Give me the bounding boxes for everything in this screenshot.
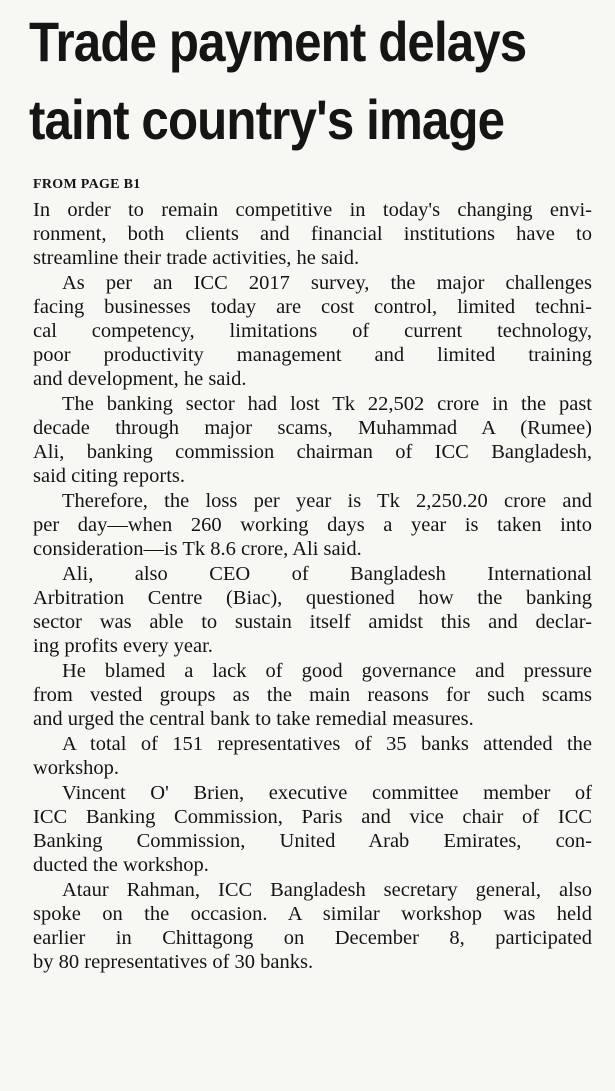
body-line: and development, he said. — [33, 368, 247, 390]
body-line: ronment, both clients and financial institutions have to — [33, 223, 592, 245]
body-line: ducted the workshop. — [33, 854, 209, 876]
body-line: per day—when 260 working days a year is taken into — [33, 514, 592, 536]
body-line: As per an ICC 2017 survey, the major challenges — [62, 272, 592, 294]
body-line: workshop. — [33, 757, 119, 779]
body-line: earlier in Chittagong on December 8, participated — [33, 927, 592, 949]
body-line: In order to remain competitive in today's changing envi- — [33, 199, 592, 221]
body-line: streamline their trade activities, he said. — [33, 247, 360, 269]
body-line: consideration—is Tk 8.6 crore, Ali said. — [33, 538, 362, 560]
body-line: facing businesses today are cost control, limited techni- — [33, 296, 592, 318]
body-line: ICC Banking Commission, Paris and vice chair of ICC — [33, 806, 592, 828]
body-line: Vincent O' Brien, executive committee member of — [62, 782, 592, 804]
body-line: and urged the central bank to take remedial measures. — [33, 708, 474, 730]
body-line: cal competency, limitations of current technology, — [33, 320, 592, 342]
body-line: sector was able to sustain itself amidst this and declar- — [33, 611, 592, 633]
body-line: Therefore, the loss per year is Tk 2,250.20 crore and — [62, 490, 592, 512]
from-page-label: FROM PAGE B1 — [33, 177, 141, 192]
body-line: decade through major scams, Muhammad A (Rumee) — [33, 417, 592, 439]
body-line: A total of 151 representatives of 35 banks attended the — [62, 733, 592, 755]
body-line: said citing reports. — [33, 465, 186, 487]
body-line: Ataur Rahman, ICC Bangladesh secretary general, also — [62, 879, 592, 901]
body-line: Ali, banking commission chairman of ICC Bangladesh, — [33, 441, 592, 463]
body-line: ing profits every year. — [33, 635, 213, 657]
body-line: by 80 representatives of 30 banks. — [33, 951, 314, 973]
body-line: spoke on the occasion. A similar workshop was held — [33, 903, 592, 925]
body-line: The banking sector had lost Tk 22,502 crore in the past — [62, 393, 592, 415]
body-line: from vested groups as the main reasons for such scams — [33, 684, 592, 706]
body-line: poor productivity management and limited training — [33, 344, 592, 366]
body-line: Ali, also CEO of Bangladesh International — [62, 563, 592, 585]
body-line: Arbitration Centre (Biac), questioned how the banking — [33, 587, 592, 609]
body-line: He blamed a lack of good governance and pressure — [62, 660, 592, 682]
headline-line-2: taint country's image — [29, 88, 505, 151]
body-line: Banking Commission, United Arab Emirates, con- — [33, 830, 592, 852]
headline-line-1: Trade payment delays — [29, 10, 527, 73]
